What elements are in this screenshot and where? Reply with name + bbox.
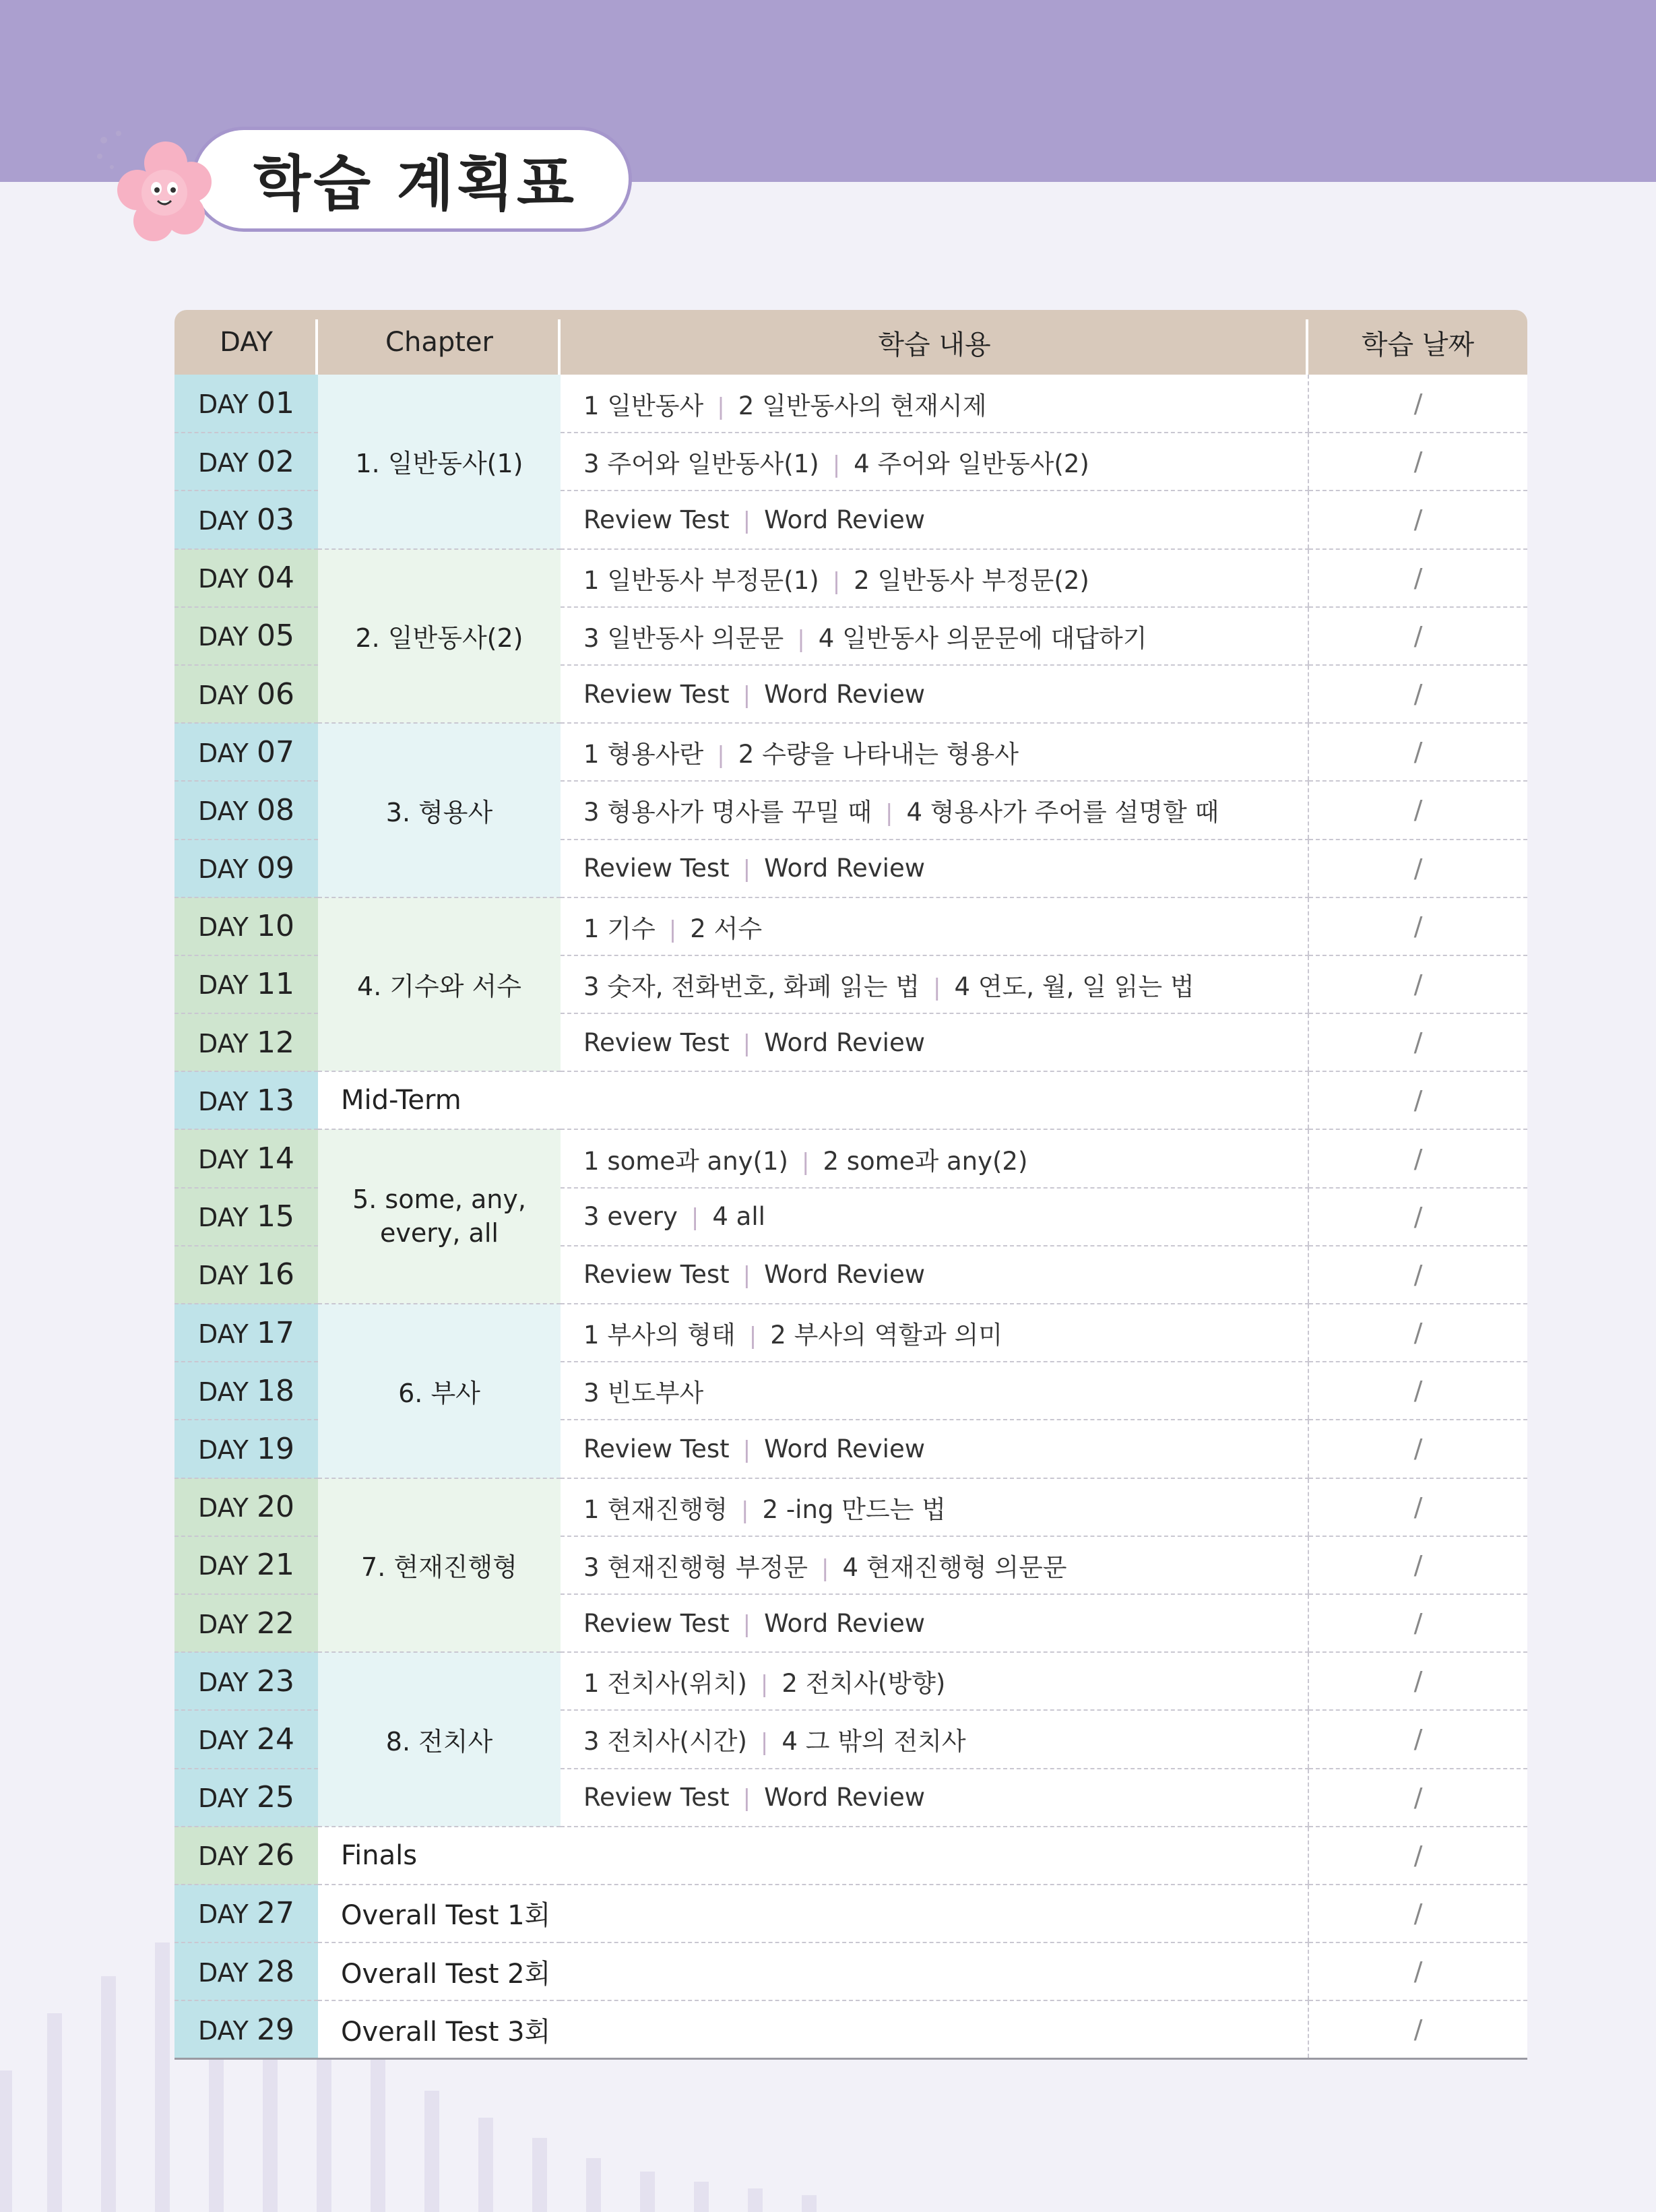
content-cell xyxy=(561,1652,1308,1710)
day-cell xyxy=(174,1885,318,1942)
lesson-title: 일반동사 부정문(2) xyxy=(877,565,1089,595)
separator: | xyxy=(741,1496,749,1524)
day-cell xyxy=(174,840,318,897)
day-number: 08 xyxy=(256,792,294,827)
day-cell xyxy=(174,607,318,665)
lesson-number: 1 xyxy=(583,914,600,943)
chapter-cell: 8. 전치사 xyxy=(318,1652,561,1827)
date-cell[interactable]: / xyxy=(1308,1594,1527,1652)
date-cell[interactable]: / xyxy=(1308,897,1527,955)
day-cell xyxy=(174,1304,318,1362)
day-cell xyxy=(174,1420,318,1478)
lesson-title: Word Review xyxy=(764,854,925,883)
separator: | xyxy=(742,1262,751,1290)
day-number: 09 xyxy=(256,851,294,886)
full-row-content: Mid-Term xyxy=(318,1071,1308,1129)
chapter-cell: 6. 부사 xyxy=(318,1304,561,1478)
day-cell xyxy=(174,955,318,1013)
day-number: 13 xyxy=(256,1083,294,1118)
day-prefix: DAY xyxy=(198,2015,249,2046)
lesson-number: 3 xyxy=(583,623,600,653)
day-prefix: DAY xyxy=(198,1725,249,1755)
table-row xyxy=(174,1942,1527,2000)
day-number: 11 xyxy=(256,967,294,1002)
lesson-title: Review Test xyxy=(583,1028,730,1057)
lesson-title: 서수 xyxy=(713,914,763,943)
day-prefix: DAY xyxy=(198,970,249,1001)
chapter-cell: 4. 기수와 서수 xyxy=(318,897,561,1072)
lesson-number: 2 xyxy=(770,1321,786,1350)
date-cell[interactable]: / xyxy=(1308,1420,1527,1478)
content-cell xyxy=(561,955,1308,1013)
day-prefix: DAY xyxy=(198,680,249,710)
content-cell xyxy=(561,1594,1308,1652)
header-content: 학습 내용 xyxy=(561,310,1308,375)
lesson-number: 2 xyxy=(690,914,706,943)
table-row xyxy=(174,1885,1527,1942)
table-row xyxy=(174,1478,1527,1536)
day-cell xyxy=(174,1942,318,2000)
separator: | xyxy=(717,742,725,769)
date-cell[interactable]: / xyxy=(1308,1246,1527,1304)
table-row xyxy=(174,1071,1527,1129)
day-number: 25 xyxy=(256,1780,294,1815)
full-row-content: Overall Test 3회 xyxy=(318,2000,1308,2058)
chapter-cell: 5. some, any, every, all xyxy=(318,1129,561,1304)
date-cell[interactable]: / xyxy=(1308,491,1527,548)
lesson-title: 전치사(방향) xyxy=(805,1669,946,1699)
day-cell xyxy=(174,1129,318,1187)
lesson-title: 기수 xyxy=(607,914,656,943)
lesson-number: 3 xyxy=(583,449,600,479)
lesson-title: 현재진행형 의문문 xyxy=(866,1552,1067,1582)
content-cell xyxy=(561,665,1308,723)
day-number: 12 xyxy=(256,1025,294,1060)
date-cell[interactable]: / xyxy=(1308,955,1527,1013)
separator: | xyxy=(821,1554,829,1582)
day-number: 03 xyxy=(256,502,294,537)
content-cell xyxy=(561,723,1308,781)
day-cell xyxy=(174,781,318,839)
page-title: 학습 계획표 xyxy=(253,149,577,218)
lesson-number: 1 xyxy=(583,1669,600,1699)
day-number: 01 xyxy=(256,386,294,421)
separator: | xyxy=(760,1671,769,1699)
full-row-content: Overall Test 1회 xyxy=(318,1885,1308,1942)
lesson-title: 형용사란 xyxy=(607,740,704,769)
day-number: 18 xyxy=(256,1373,294,1408)
table-row xyxy=(174,549,1527,607)
lesson-title: Word Review xyxy=(764,505,925,534)
lesson-number: 4 xyxy=(906,798,923,827)
date-cell[interactable]: / xyxy=(1308,1362,1527,1420)
day-prefix: DAY xyxy=(198,622,249,652)
table-row xyxy=(174,1304,1527,1362)
lesson-title: Word Review xyxy=(764,1028,925,1057)
date-cell[interactable]: / xyxy=(1308,607,1527,665)
separator: | xyxy=(717,393,725,420)
day-prefix: DAY xyxy=(198,1145,249,1175)
date-cell[interactable]: / xyxy=(1308,1071,1527,1129)
day-number: 19 xyxy=(256,1431,294,1466)
day-number: 10 xyxy=(256,909,294,944)
content-cell xyxy=(561,607,1308,665)
day-cell xyxy=(174,549,318,607)
day-prefix: DAY xyxy=(198,1261,249,1291)
date-cell[interactable]: / xyxy=(1308,549,1527,607)
lesson-title: 그 밖의 전치사 xyxy=(805,1727,966,1757)
lesson-title: 형용사가 명사를 꾸밀 때 xyxy=(607,798,872,827)
chapter-cell: 2. 일반동사(2) xyxy=(318,549,561,724)
day-number: 17 xyxy=(256,1315,294,1350)
date-cell[interactable]: / xyxy=(1308,375,1527,433)
day-prefix: DAY xyxy=(198,854,249,885)
separator: | xyxy=(832,567,841,595)
day-number: 22 xyxy=(256,1606,294,1641)
day-prefix: DAY xyxy=(198,1551,249,1581)
day-cell xyxy=(174,1478,318,1536)
lesson-number: 3 xyxy=(583,1202,600,1232)
lesson-title: -ing 만드는 법 xyxy=(786,1494,946,1524)
lesson-title: 주어와 일반동사(2) xyxy=(877,449,1089,479)
day-prefix: DAY xyxy=(198,1203,249,1233)
day-number: 23 xyxy=(256,1664,294,1699)
separator: | xyxy=(742,1610,751,1638)
lesson-title: some과 any(1) xyxy=(607,1146,788,1176)
day-prefix: DAY xyxy=(198,1667,249,1697)
full-row-content: Overall Test 2회 xyxy=(318,1942,1308,2000)
separator: | xyxy=(742,1436,751,1463)
lesson-title: some과 any(2) xyxy=(846,1146,1028,1176)
lesson-number: 3 xyxy=(583,1379,600,1408)
lesson-number: 4 xyxy=(818,623,835,653)
day-number: 07 xyxy=(256,734,294,769)
day-cell xyxy=(174,1652,318,1710)
lesson-title: Review Test xyxy=(583,1434,730,1463)
day-number: 15 xyxy=(256,1199,294,1234)
lesson-title: all xyxy=(736,1202,765,1232)
lesson-number: 2 xyxy=(738,740,755,769)
lesson-title: Word Review xyxy=(764,1434,925,1463)
separator: | xyxy=(801,1148,810,1176)
lesson-number: 2 xyxy=(762,1494,779,1524)
day-prefix: DAY xyxy=(198,1899,249,1930)
date-cell[interactable]: / xyxy=(1308,840,1527,897)
lesson-title: Word Review xyxy=(764,1260,925,1290)
lesson-title: 일반동사 부정문(1) xyxy=(607,565,819,595)
date-cell[interactable]: / xyxy=(1308,1652,1527,1710)
lesson-number: 1 xyxy=(583,565,600,595)
day-prefix: DAY xyxy=(198,1434,249,1465)
study-plan-table-wrap xyxy=(174,310,1527,2060)
separator: | xyxy=(797,625,805,653)
day-cell xyxy=(174,723,318,781)
day-number: 24 xyxy=(256,1721,294,1757)
day-cell xyxy=(174,1769,318,1827)
day-number: 28 xyxy=(256,1954,294,1989)
lesson-title: Word Review xyxy=(764,1783,925,1812)
date-cell[interactable]: / xyxy=(1308,723,1527,781)
lesson-number: 3 xyxy=(583,798,600,827)
separator: | xyxy=(760,1729,769,1757)
lesson-title: 일반동사 의문문에 대답하기 xyxy=(842,623,1147,653)
lesson-title: Review Test xyxy=(583,1783,730,1812)
content-cell xyxy=(561,1188,1308,1246)
content-cell xyxy=(561,375,1308,433)
lesson-title: 빈도부사 xyxy=(607,1379,704,1408)
lesson-number: 1 xyxy=(583,391,600,420)
content-cell xyxy=(561,549,1308,607)
date-cell[interactable]: / xyxy=(1308,1942,1527,2000)
day-number: 26 xyxy=(256,1838,294,1873)
date-cell[interactable]: / xyxy=(1308,1536,1527,1594)
content-cell xyxy=(561,840,1308,897)
lesson-title: 연도, 월, 일 읽는 법 xyxy=(978,972,1195,1001)
day-number: 16 xyxy=(256,1257,294,1292)
lesson-number: 2 xyxy=(823,1146,839,1176)
header-date: 학습 날짜 xyxy=(1308,310,1527,375)
lesson-title: every xyxy=(607,1202,678,1232)
lesson-title: Review Test xyxy=(583,1260,730,1290)
chapter-cell: 7. 현재진행형 xyxy=(318,1478,561,1653)
day-cell xyxy=(174,1536,318,1594)
chapter-cell: 3. 형용사 xyxy=(318,723,561,897)
day-prefix: DAY xyxy=(198,1841,249,1872)
date-cell[interactable]: / xyxy=(1308,665,1527,723)
day-cell xyxy=(174,1188,318,1246)
date-cell[interactable]: / xyxy=(1308,433,1527,491)
day-prefix: DAY xyxy=(198,738,249,768)
day-prefix: DAY xyxy=(198,1609,249,1639)
separator: | xyxy=(742,507,751,534)
date-cell[interactable]: / xyxy=(1308,1769,1527,1827)
date-cell[interactable]: / xyxy=(1308,1304,1527,1362)
day-cell xyxy=(174,1246,318,1304)
lesson-title: Review Test xyxy=(583,1608,730,1638)
lesson-number: 4 xyxy=(842,1552,859,1582)
lesson-title: 부사의 형태 xyxy=(607,1321,736,1350)
lesson-title: 전치사(위치) xyxy=(607,1669,747,1699)
lesson-title: Review Test xyxy=(583,505,730,534)
content-cell xyxy=(561,1536,1308,1594)
lesson-title: 일반동사의 현재시제 xyxy=(762,391,987,420)
lesson-title: Word Review xyxy=(764,679,925,709)
header-chapter: Chapter xyxy=(318,310,561,375)
study-plan-table xyxy=(174,310,1527,2060)
content-cell xyxy=(561,1769,1308,1827)
content-cell xyxy=(561,1710,1308,1768)
day-prefix: DAY xyxy=(198,1319,249,1349)
day-cell xyxy=(174,1827,318,1885)
separator: | xyxy=(668,916,677,943)
lesson-number: 3 xyxy=(583,972,600,1001)
lesson-title: 숫자, 전화번호, 화폐 읽는 법 xyxy=(607,972,920,1001)
date-cell[interactable]: / xyxy=(1308,2000,1527,2058)
day-cell xyxy=(174,1710,318,1768)
table-row xyxy=(174,723,1527,781)
table-row xyxy=(174,1129,1527,1187)
content-cell xyxy=(561,1478,1308,1536)
day-cell xyxy=(174,1594,318,1652)
day-number: 20 xyxy=(256,1490,294,1525)
separator: | xyxy=(691,1204,699,1232)
date-cell[interactable]: / xyxy=(1308,1710,1527,1768)
lesson-number: 2 xyxy=(854,565,870,595)
content-cell xyxy=(561,1362,1308,1420)
day-number: 29 xyxy=(256,2012,294,2047)
separator: | xyxy=(933,974,941,1001)
day-prefix: DAY xyxy=(198,1377,249,1407)
day-prefix: DAY xyxy=(198,1028,249,1058)
day-number: 04 xyxy=(256,561,294,596)
table-header-row xyxy=(174,310,1527,375)
lesson-title: 현재진행형 부정문 xyxy=(607,1552,808,1582)
day-number: 14 xyxy=(256,1141,294,1176)
content-cell xyxy=(561,1246,1308,1304)
day-prefix: DAY xyxy=(198,1493,249,1523)
lesson-number: 3 xyxy=(583,1727,600,1757)
lesson-title: 주어와 일반동사(1) xyxy=(607,449,819,479)
date-cell[interactable]: / xyxy=(1308,1885,1527,1942)
day-cell xyxy=(174,1013,318,1071)
day-number: 06 xyxy=(256,676,294,712)
date-cell[interactable]: / xyxy=(1308,1013,1527,1071)
lesson-title: Review Test xyxy=(583,854,730,883)
separator: | xyxy=(742,681,751,709)
day-cell xyxy=(174,897,318,955)
day-prefix: DAY xyxy=(198,1957,249,1988)
day-cell xyxy=(174,2000,318,2058)
lesson-number: 1 xyxy=(583,1146,600,1176)
lesson-number: 2 xyxy=(738,391,755,420)
separator: | xyxy=(742,856,751,883)
separator: | xyxy=(742,1030,751,1057)
day-cell xyxy=(174,1362,318,1420)
lesson-title: Review Test xyxy=(583,679,730,709)
table-row xyxy=(174,897,1527,955)
day-prefix: DAY xyxy=(198,1783,249,1814)
content-cell xyxy=(561,1129,1308,1187)
day-cell xyxy=(174,665,318,723)
day-number: 21 xyxy=(256,1548,294,1583)
day-prefix: DAY xyxy=(198,1086,249,1116)
lesson-title: 일반동사 xyxy=(607,391,704,420)
lesson-number: 4 xyxy=(712,1202,728,1232)
lesson-title: 부사의 역할과 의미 xyxy=(794,1321,1003,1350)
day-cell xyxy=(174,433,318,491)
content-cell xyxy=(561,433,1308,491)
day-number: 05 xyxy=(256,619,294,654)
content-cell xyxy=(561,491,1308,548)
lesson-title: Word Review xyxy=(764,1608,925,1638)
chapter-cell: 1. 일반동사(1) xyxy=(318,375,561,549)
day-number: 02 xyxy=(256,444,294,479)
lesson-number: 4 xyxy=(854,449,870,479)
day-prefix: DAY xyxy=(198,505,249,536)
content-cell xyxy=(561,781,1308,839)
flower-mascot-icon xyxy=(92,128,213,243)
lesson-title: 형용사가 주어를 설명할 때 xyxy=(930,798,1219,827)
lesson-title: 수량을 나타내는 형용사 xyxy=(762,740,1019,769)
lesson-number: 4 xyxy=(954,972,971,1001)
content-cell xyxy=(561,1304,1308,1362)
title-pill xyxy=(191,127,632,232)
date-cell[interactable]: / xyxy=(1308,1827,1527,1885)
content-cell xyxy=(561,1013,1308,1071)
day-prefix: DAY xyxy=(198,564,249,594)
separator: | xyxy=(885,800,893,827)
day-cell xyxy=(174,1071,318,1129)
lesson-number: 2 xyxy=(782,1669,798,1699)
table-row xyxy=(174,1652,1527,1710)
day-number: 27 xyxy=(256,1896,294,1931)
table-row xyxy=(174,1827,1527,1885)
date-cell[interactable]: / xyxy=(1308,1478,1527,1536)
lesson-title: 전치사(시간) xyxy=(607,1727,747,1757)
lesson-number: 1 xyxy=(583,740,600,769)
lesson-number: 4 xyxy=(782,1727,798,1757)
lesson-number: 3 xyxy=(583,1552,600,1582)
day-cell xyxy=(174,491,318,548)
date-cell[interactable]: / xyxy=(1308,781,1527,839)
date-cell[interactable]: / xyxy=(1308,1188,1527,1246)
lesson-number: 1 xyxy=(583,1494,600,1524)
day-prefix: DAY xyxy=(198,796,249,826)
table-row xyxy=(174,375,1527,433)
separator: | xyxy=(832,451,841,479)
separator: | xyxy=(749,1323,757,1350)
lesson-title: 일반동사 의문문 xyxy=(607,623,784,653)
header-day: DAY xyxy=(174,310,318,375)
content-cell xyxy=(561,1420,1308,1478)
day-prefix: DAY xyxy=(198,389,249,420)
separator: | xyxy=(742,1785,751,1812)
day-prefix: DAY xyxy=(198,447,249,478)
content-cell xyxy=(561,897,1308,955)
full-row-content: Finals xyxy=(318,1827,1308,1885)
lesson-title: 현재진행형 xyxy=(607,1494,728,1524)
day-prefix: DAY xyxy=(198,912,249,943)
table-row xyxy=(174,2000,1527,2058)
lesson-number: 1 xyxy=(583,1321,600,1350)
date-cell[interactable]: / xyxy=(1308,1129,1527,1187)
day-cell xyxy=(174,375,318,433)
